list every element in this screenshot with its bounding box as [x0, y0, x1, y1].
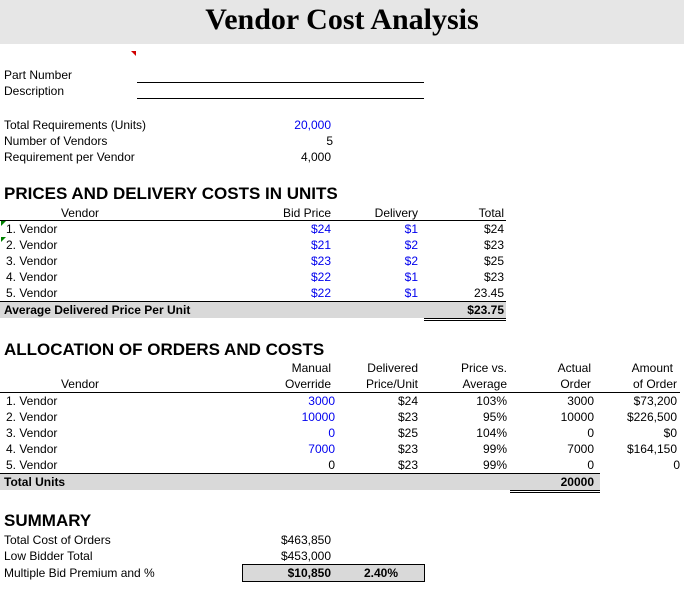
bid-price[interactable]: $24: [310, 222, 331, 236]
header-price-vs: Price vs.: [460, 361, 507, 375]
delivered-price: $23: [397, 442, 418, 456]
vendor-name: 2. Vendor: [6, 410, 58, 424]
header-override: Override: [284, 377, 331, 391]
vendor-name: 4. Vendor: [6, 270, 58, 284]
vendor-name: 5. Vendor: [6, 458, 58, 472]
vendor-name: 5. Vendor: [6, 286, 58, 300]
number-of-vendors-value: 5: [326, 134, 333, 148]
header-delivered: Delivered: [367, 361, 418, 375]
prices-header-bid: Bid Price: [282, 206, 331, 220]
prices-header-vendor: Vendor: [60, 206, 100, 220]
vendor-name: 3. Vendor: [6, 254, 58, 268]
delivery-cost[interactable]: $1: [404, 286, 418, 300]
low-bidder-label: Low Bidder Total: [4, 549, 93, 563]
price-vs-average: 95%: [482, 410, 507, 424]
header-order: Order: [560, 377, 591, 391]
vendor-name: 3. Vendor: [6, 426, 58, 440]
description-label: Description: [4, 84, 65, 98]
price-vs-average: 104%: [476, 426, 507, 440]
manual-override[interactable]: 0: [328, 426, 335, 440]
delivery-cost[interactable]: $1: [404, 222, 418, 236]
amount-of-order: 0: [673, 458, 680, 472]
delivery-cost[interactable]: $1: [404, 270, 418, 284]
premium-percent: 2.40%: [363, 566, 398, 580]
header-manual: Manual: [291, 361, 331, 375]
manual-override[interactable]: 0: [328, 458, 335, 472]
average-price-label: Average Delivered Price Per Unit: [4, 303, 191, 317]
price-vs-average: 103%: [476, 394, 507, 408]
allocation-header-rule: [0, 392, 680, 393]
part-number-label: Part Number: [4, 68, 73, 82]
header-average: Average: [462, 377, 507, 391]
average-double-underline: [424, 320, 506, 321]
delivered-price: $25: [397, 426, 418, 440]
bid-price[interactable]: $21: [310, 238, 331, 252]
part-number-field[interactable]: [137, 82, 424, 83]
vendor-name: 1. Vendor: [6, 222, 58, 236]
total-underline: [510, 490, 600, 491]
delivery-cost[interactable]: $2: [404, 238, 418, 252]
total-price: $24: [483, 222, 504, 236]
number-of-vendors-label: Number of Vendors: [4, 134, 108, 148]
header-price-unit: Price/Unit: [365, 377, 418, 391]
bid-price[interactable]: $22: [310, 270, 331, 284]
delivered-price: $23: [397, 458, 418, 472]
premium-label: Multiple Bid Premium and %: [4, 566, 155, 580]
price-vs-average: 99%: [482, 458, 507, 472]
total-requirements-label: Total Requirements (Units): [4, 118, 147, 132]
actual-order: 7000: [567, 442, 594, 456]
total-price: $25: [483, 254, 504, 268]
requirement-per-vendor-label: Requirement per Vendor: [4, 150, 135, 164]
delivered-price: $23: [397, 410, 418, 424]
header-of-order: of Order: [632, 377, 677, 391]
price-vs-average: 99%: [482, 442, 507, 456]
page-title: Vendor Cost Analysis: [205, 3, 479, 36]
vendor-name: 4. Vendor: [6, 442, 58, 456]
total-price: $23: [483, 270, 504, 284]
summary-heading: SUMMARY: [4, 511, 92, 530]
total-units-label: Total Units: [4, 475, 66, 489]
actual-order: 3000: [567, 394, 594, 408]
prices-header-delivery: Delivery: [374, 206, 418, 220]
total-cost-label: Total Cost of Orders: [4, 533, 111, 547]
manual-override[interactable]: 3000: [308, 394, 335, 408]
bid-price[interactable]: $22: [310, 286, 331, 300]
actual-order: 0: [587, 458, 594, 472]
total-requirements-value[interactable]: 20,000: [294, 118, 331, 132]
premium-value: $10,850: [287, 566, 331, 580]
amount-of-order: $226,500: [626, 410, 677, 424]
low-bidder-value: $453,000: [280, 549, 331, 563]
total-price: $23: [483, 238, 504, 252]
total-units-row-background: [0, 474, 600, 490]
amount-of-order: $164,150: [626, 442, 677, 456]
bid-price[interactable]: $23: [310, 254, 331, 268]
prices-header-rule: [0, 220, 506, 221]
allocation-heading: ALLOCATION OF ORDERS AND COSTS: [4, 340, 325, 359]
delivery-cost[interactable]: $2: [404, 254, 418, 268]
requirement-per-vendor-value: 4,000: [300, 150, 331, 164]
manual-override[interactable]: 10000: [301, 410, 335, 424]
average-underline: [424, 318, 506, 319]
amount-of-order: $73,200: [633, 394, 677, 408]
comment-indicator[interactable]: [131, 51, 136, 56]
delivered-price: $24: [397, 394, 418, 408]
prices-header-total: Total: [478, 206, 504, 220]
total-double-underline: [510, 492, 600, 493]
vendor-name: 1. Vendor: [6, 394, 58, 408]
total-price: 23.45: [473, 286, 504, 300]
total-cost-value: $463,850: [280, 533, 331, 547]
vendor-name: 2. Vendor: [6, 238, 58, 252]
average-price-value: $23.75: [467, 303, 504, 317]
prices-heading: PRICES AND DELIVERY COSTS IN UNITS: [4, 184, 338, 203]
header-amount: Amount: [631, 361, 673, 375]
actual-order: 10000: [560, 410, 594, 424]
amount-of-order: $0: [663, 426, 677, 440]
total-units-value: 20000: [560, 475, 594, 489]
actual-order: 0: [587, 426, 594, 440]
manual-override[interactable]: 7000: [308, 442, 335, 456]
description-field[interactable]: [137, 98, 424, 99]
allocation-header-vendor: Vendor: [60, 377, 100, 391]
header-actual: Actual: [557, 361, 591, 375]
